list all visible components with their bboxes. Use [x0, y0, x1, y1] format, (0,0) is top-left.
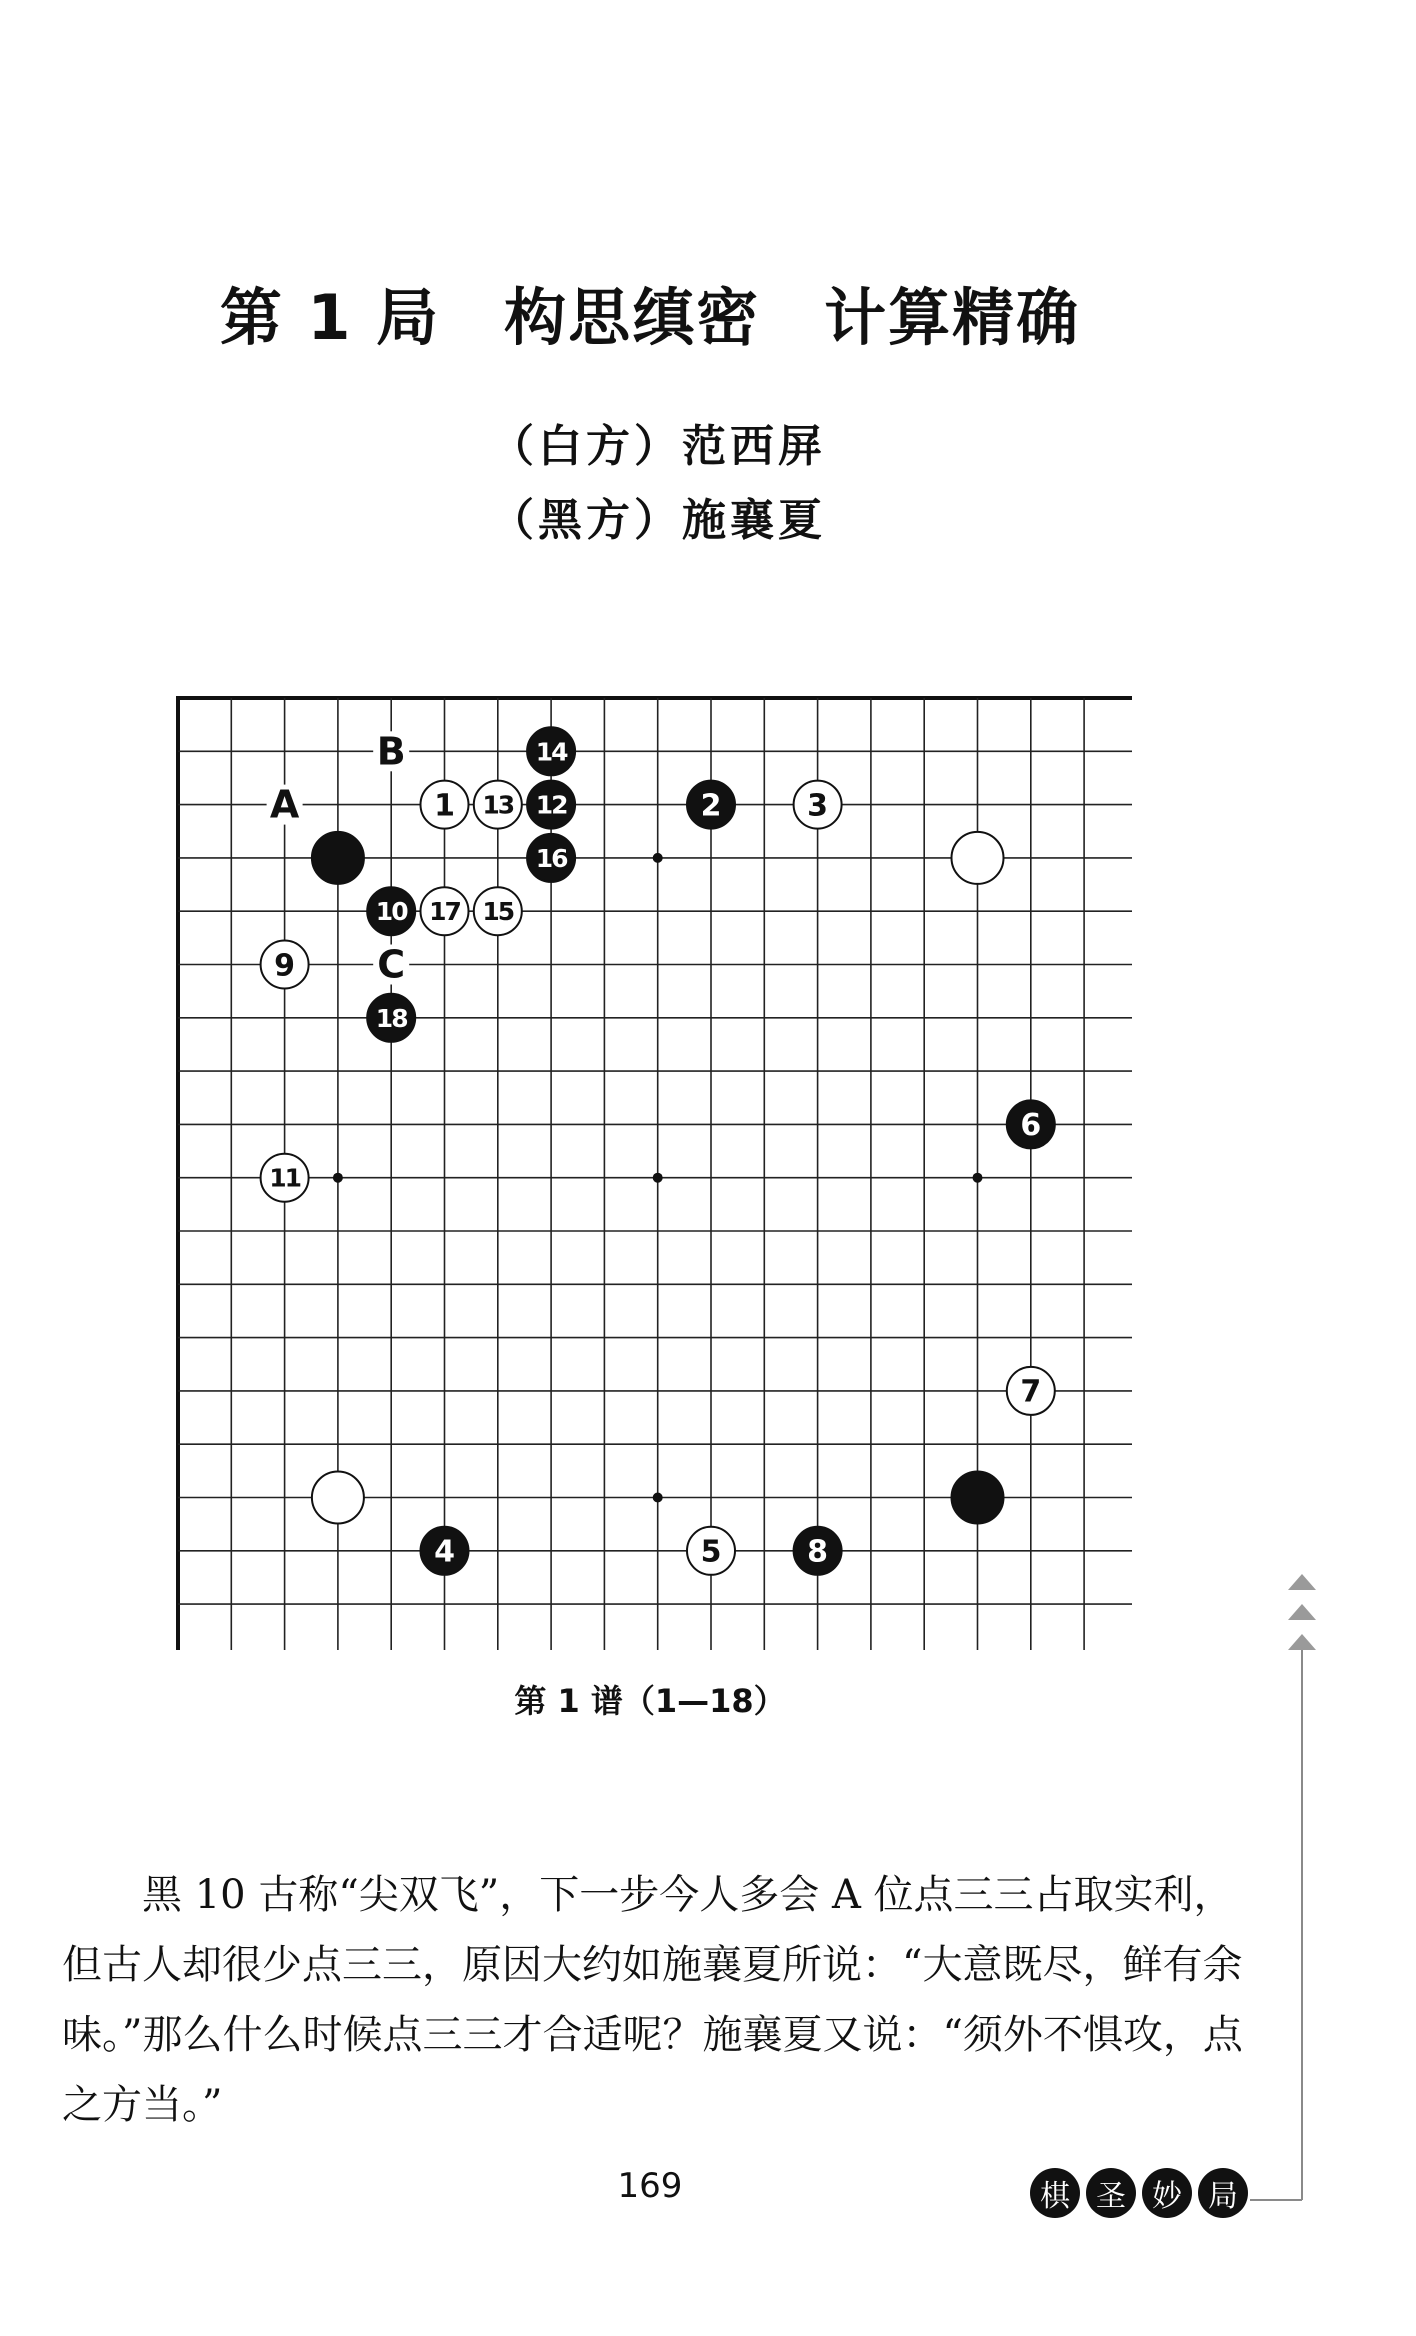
star-point	[653, 1173, 663, 1183]
series-char: 圣	[1086, 2168, 1136, 2218]
move-number: 6	[1020, 1108, 1042, 1144]
move-number: 10	[375, 897, 407, 927]
move-number: 14	[535, 737, 567, 767]
series-char: 局	[1198, 2168, 1248, 2218]
white-player-line: （白方）范西屏	[490, 421, 826, 472]
diagram-caption: 第 1 谱（1—18）	[514, 1682, 786, 1720]
move-number: 2	[700, 788, 722, 824]
black-stone	[952, 1472, 1004, 1524]
black-player-line: （黑方）施襄夏	[490, 495, 826, 546]
black-stone	[312, 832, 364, 884]
page-title: 第 1 局 构思缜密 计算精确	[219, 281, 1081, 354]
position-marker-c: C	[377, 942, 406, 987]
move-number: 7	[1020, 1374, 1042, 1410]
move-number: 18	[375, 1003, 407, 1033]
go-board-diagram	[172, 690, 1132, 1650]
arrow-up-icon	[1288, 1574, 1316, 1590]
series-char: 妙	[1142, 2168, 1192, 2218]
arrow-up-icon	[1288, 1604, 1316, 1620]
star-point	[333, 1173, 343, 1183]
move-number: 13	[482, 790, 514, 820]
decorative-border-arrows	[1240, 1540, 1320, 2220]
position-marker-b: B	[376, 729, 406, 774]
move-number: 17	[429, 897, 460, 927]
star-point	[653, 1493, 663, 1503]
star-point	[973, 1173, 983, 1183]
move-number: 3	[807, 788, 829, 824]
move-number: 11	[269, 1163, 300, 1193]
position-marker-a: A	[269, 782, 300, 827]
white-stone	[312, 1472, 364, 1524]
move-number: 15	[482, 897, 514, 927]
arrow-up-icon	[1288, 1634, 1316, 1650]
commentary-paragraph: 黑 10 古称“尖双飞”，下一步今人多会 A 位点三三占取实利，但古人却很少点三三，原因大约如施襄夏所说：“大意既尽，鲜有余味。”那么什么时候点三三才合适呢？施襄夏又说：“须外不惧攻，点之方当。”	[62, 1872, 1243, 2128]
series-char: 棋	[1030, 2168, 1080, 2218]
white-stone	[952, 832, 1004, 884]
move-number: 9	[274, 948, 296, 984]
move-number: 16	[535, 843, 567, 873]
move-number: 5	[700, 1534, 722, 1570]
move-number: 12	[535, 790, 567, 820]
star-point	[653, 853, 663, 863]
move-number: 4	[434, 1534, 455, 1570]
series-title	[1030, 2168, 1248, 2218]
move-number: 1	[434, 788, 455, 824]
move-number: 8	[807, 1534, 829, 1570]
page-number: 169	[617, 2166, 683, 2206]
